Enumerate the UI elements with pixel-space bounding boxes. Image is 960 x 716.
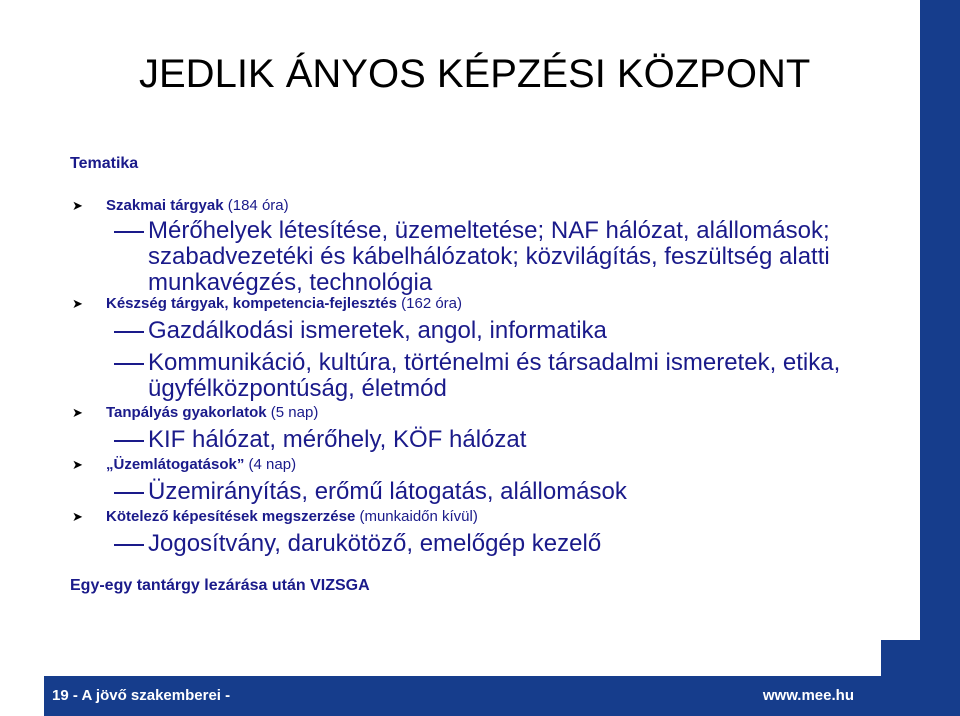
bullet-szakmai-targyak [72, 197, 289, 214]
dash-bullet [114, 331, 144, 333]
footer-bar [44, 676, 960, 716]
bullet-label: Szakmai tárgyak [106, 197, 224, 214]
page-title: JEDLIK ÁNYOS KÉPZÉSI KÖZPONT [139, 52, 811, 96]
dash-bullet [114, 544, 144, 546]
bullet-detail: (184 óra) [227, 197, 289, 214]
bullet-label: „Üzemlátogatások” [106, 456, 245, 473]
bullet-label: Készség tárgyak, kompetencia-fejlesztés [106, 295, 397, 312]
arrow-bullet-icon: ➤ [72, 198, 83, 213]
section-heading: Tematika [70, 155, 139, 172]
list-item-text: Mérőhelyek létesítése, üzemeltetése; NAF hálózat, alállomások; szabadvezetéki és kábelhálózatok; közvilágítás, feszültség alatti munkavégzés, technológia [148, 217, 830, 296]
corner-accent-block [881, 640, 960, 676]
arrow-bullet-icon: ➤ [72, 509, 83, 524]
exam-note: Egy-egy tantárgy lezárása után VIZSGA [70, 577, 370, 594]
footer-page-label: 19 - A jövő szakemberei - [52, 687, 231, 704]
arrow-bullet-icon: ➤ [72, 296, 83, 311]
list-item-text: KIF hálózat, mérőhely, KÖF hálózat [148, 426, 527, 453]
dash-bullet [114, 231, 144, 233]
dash-bullet [114, 440, 144, 442]
right-accent-bar [920, 0, 960, 640]
bullet-tanpalyas-gyakorlatok [72, 404, 318, 421]
dash-bullet [114, 492, 144, 494]
bullet-detail: (4 nap) [248, 456, 297, 473]
bullet-keszseg-targyak [72, 295, 462, 312]
bullet-detail: (munkaidőn kívül) [359, 508, 478, 525]
list-item-text: Jogosítvány, darukötöző, emelőgép kezelő [148, 530, 602, 557]
bullet-detail: (5 nap) [270, 404, 319, 421]
list-item-text: Kommunikáció, kultúra, történelmi és társadalmi ismeretek, etika, ügyfélközpontúság, életmód [148, 349, 841, 402]
arrow-bullet-icon: ➤ [72, 405, 83, 420]
footer-website-link[interactable]: www.mee.hu [762, 687, 854, 704]
dash-bullet [114, 363, 144, 365]
list-item-text: Gazdálkodási ismeretek, angol, informatika [148, 317, 607, 344]
arrow-bullet-icon: ➤ [72, 457, 83, 472]
bullet-label: Tanpályás gyakorlatok [106, 404, 267, 421]
list-item-text: Üzemirányítás, erőmű látogatás, alállomások [148, 478, 627, 505]
bullet-detail: (162 óra) [401, 295, 463, 312]
bullet-uzemlatogatasok [72, 456, 296, 473]
bullet-label: Kötelező képesítések megszerzése [106, 508, 356, 525]
bullet-kotelezo-kepesitesek [72, 508, 478, 525]
